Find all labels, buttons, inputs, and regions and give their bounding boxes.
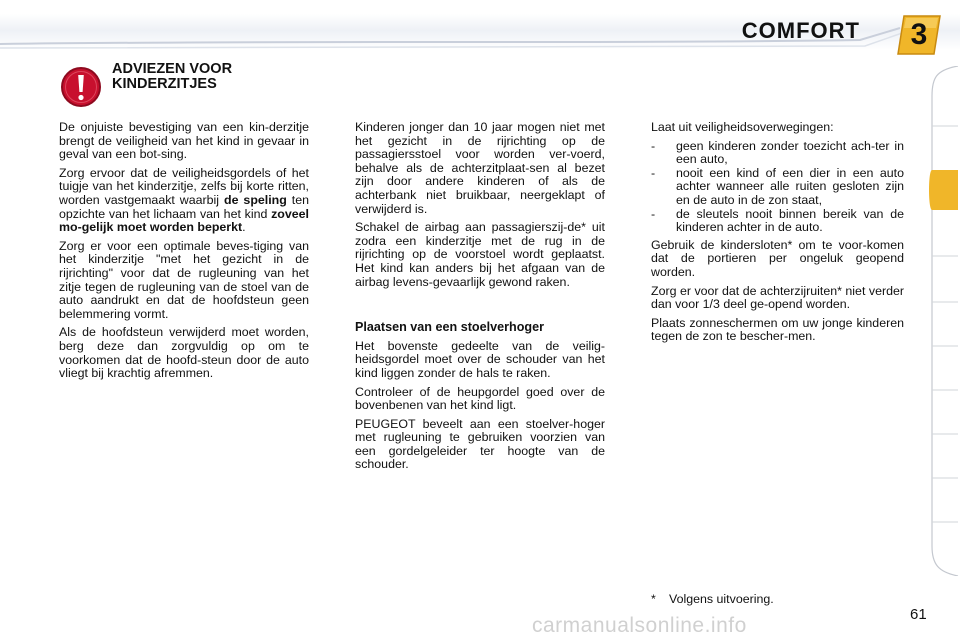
chapter-tab-rail: [928, 66, 960, 576]
list-item: [651, 208, 904, 235]
column-2: [355, 121, 605, 477]
section-title: COMFORT: [741, 18, 860, 43]
warning-title: [112, 62, 292, 92]
paragraph: Zorg er voor dat de achterzijruiten* niet verder dan voor 1/3 deel ge-opend worden.: [651, 283, 904, 312]
paragraph: Laat uit veiligheidsoverwegingen:: [651, 120, 834, 134]
column-1: [59, 121, 309, 386]
list-item-text: de sleutels nooit binnen bereik van de kinderen achter in de auto.: [676, 206, 904, 235]
column-3: [651, 121, 904, 349]
text: .: [242, 220, 246, 235]
paragraph: [59, 167, 309, 235]
warning-title-line1: ADVIEZEN VOOR: [112, 61, 233, 77]
warning-title-line2: KINDERZITJES: [112, 76, 217, 92]
bullet-list: [651, 140, 904, 235]
bold-text: de speling: [224, 192, 287, 207]
bullet-dash: -: [651, 165, 656, 180]
list-item-text: geen kinderen zonder toezicht ach-ter in een auto,: [676, 138, 904, 167]
chapter-number: 3: [910, 18, 928, 51]
page-number: 61: [910, 606, 927, 623]
paragraph: Plaats zonneschermen om uw jonge kinderen tegen de zon te bescher-men.: [651, 315, 904, 344]
footnote-text: Volgens uitvoering.: [669, 592, 774, 606]
bullet-dash: -: [651, 138, 656, 153]
paragraph: Als de hoofdsteun verwijderd moet worden, berg deze dan zorgvuldig op om te voorkomen dat de hoofd-steun door de auto vliegt bij krachtig afremmen.: [59, 325, 309, 381]
paragraph: PEUGEOT beveelt aan een stoelver-hoger met rugleuning te gebruiken voorzien van een gordelgeleider ter hoogte van de schouder.: [355, 416, 605, 472]
paragraph: Gebruik de kindersloten* om te voor-komen dat de portieren per ongeluk geopend worden.: [651, 237, 904, 279]
list-item: [651, 167, 904, 208]
list-item: [651, 140, 904, 167]
bold-text: zoveel mo-gelijk moet worden beperkt: [59, 206, 309, 235]
watermark: carmanualsonline.info: [532, 614, 747, 637]
footnote: [651, 592, 774, 606]
paragraph: De onjuiste bevestiging van een kin-derzitje brengt de veiligheid van het kind in gevaar in geval van een bot-sing.: [59, 120, 309, 162]
bullet-dash: -: [651, 206, 656, 221]
subheading: Plaatsen van een stoelverhoger: [355, 320, 544, 335]
paragraph: Kinderen jonger dan 10 jaar mogen niet met het gezicht in de rijrichting op de passagiersstoel voor worden ver-voerd, behalve als de achterzitplaat-sen al bezet zijn door andere kinderen of als de achterbank niet bruikbaar, neergeklapt of verwijderd is.: [355, 120, 605, 216]
text: Zorg ervoor dat de veiligheidsgordels of het tuigje van het kinderzitje, zelfs bij korte ritten, worden vastgemaakt waarbij: [59, 165, 309, 207]
paragraph: Controleer of de heupgordel goed over de bovenbenen van het kind ligt.: [355, 384, 605, 413]
paragraph: Zorg er voor een optimale beves-tiging van het kinderzitje "met het gezicht in de rijrichting" voor dat de rugleuning van het zitje tegen de rugleuning van de stoel van de auto aandrukt en dat de hoofdsteun geen belemmering vormt.: [59, 238, 309, 321]
paragraph: Het bovenste gedeelte van de veilig-heidsgordel moet over de schouder van het kind liggen zonder de hals te raken.: [355, 338, 605, 380]
text: ten opzichte van het lichaam van het kind: [59, 192, 309, 221]
spacer: [355, 294, 605, 321]
list-item-text: nooit een kind of een dier in een auto achter wanneer alle ruiten gesloten zijn en de auto in de zon staat,: [676, 165, 904, 207]
footnote-marker: *: [651, 592, 656, 606]
exclamation-icon: [60, 66, 102, 108]
paragraph: Schakel de airbag aan passagierszij-de* uit zodra een kinderzitje met de rug in de rijrichting op de voorstoel wordt geplaatst. Het kind kan anders bij het afgaan van de airbag levens-gevaarlijk gewond raken.: [355, 220, 605, 289]
